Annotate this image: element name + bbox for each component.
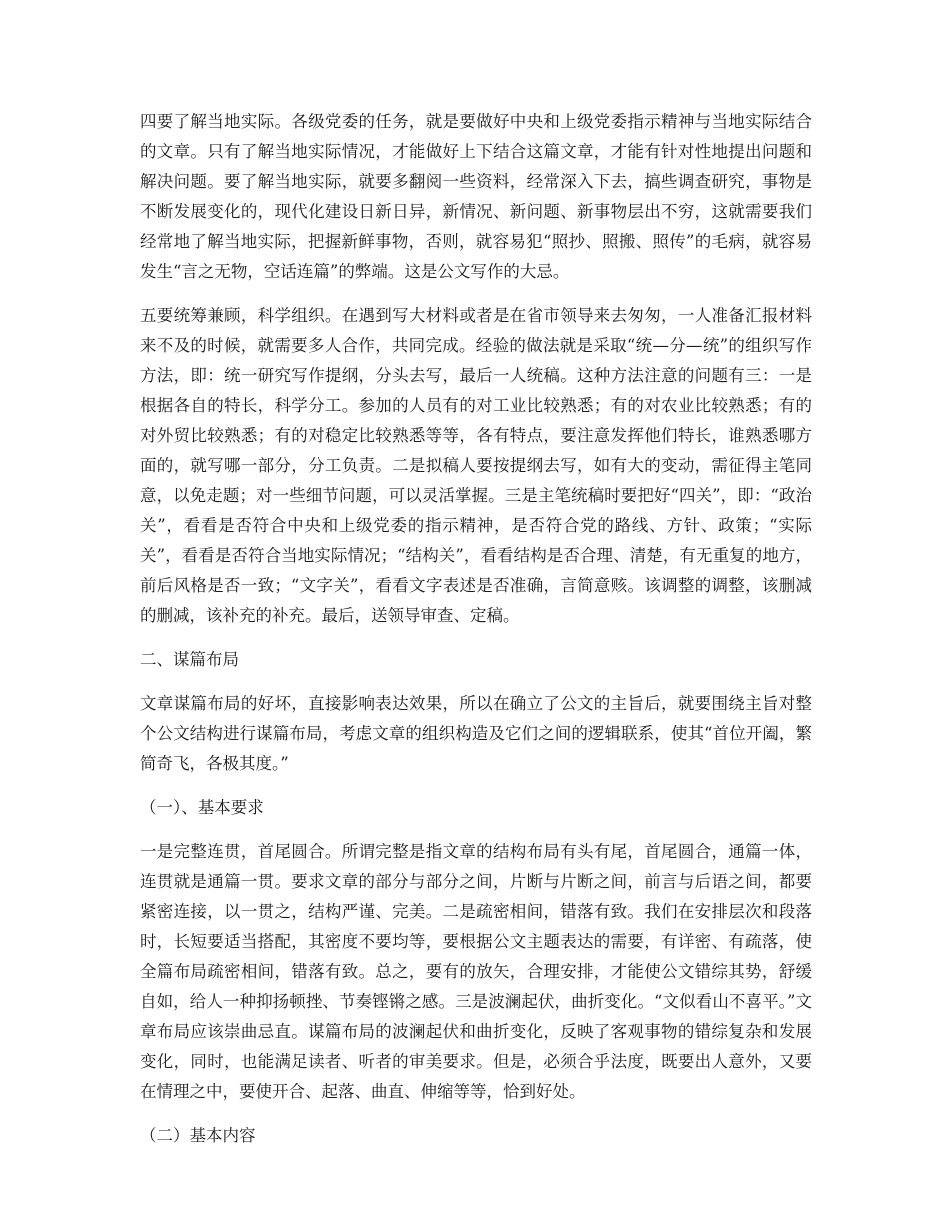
document-body: [140, 107, 812, 1165]
subheading-basic-content: （二）基本内容: [140, 1126, 256, 1145]
section-heading-layout: 二、谋篇布局: [140, 650, 239, 669]
paragraph-basic-requirements: 一是完整连贯，首尾圆合。所谓完整是指文章的结构布局有头有尾，首尾圆合，通篇一体，连贯就是通篇一贯。要求文章的部分与部分之间，片断与片断之间，前言与后语之间，都要紧密连接，以一贯之，结构严谨、完美。二是疏密相间，错落有致。我们在安排层次和段落时，长短要适当搭配，其密度不要均等，要根据公文主题表达的需要，有详密、有疏落，使全篇布局疏密相间，错落有致。总之，要有的放矢，合理安排，才能使公文错综其势，舒缓自如，给人一种抑扬顿挫、节奏铿锵之感。三是波澜起伏，曲折变化。“文似看山不喜平。”文章布局应该崇曲忌直。谋篇布局的波澜起伏和曲折变化，反映了客观事物的错综复杂和发展变化，同时，也能满足读者、听者的审美要求。但是，必须合乎法度，既要出人意外，又要在情理之中，要使开合、起落、曲直、伸缩等等，恰到好处。: [140, 842, 812, 1101]
paragraph-layout-intro: 文章谋篇布局的好坏，直接影响表达效果，所以在确立了公文的主旨后，就要围绕主旨对整个公文结构进行谋篇布局，考虑文章的组织构造及它们之间的逻辑联系，使其“首位开阖，繁简奇飞，各极其度。”: [140, 694, 812, 773]
subheading-basic-requirements: （一）、基本要求: [140, 798, 264, 817]
paragraph-coordination: 五要统筹兼顾，科学组织。在遇到写大材料或者是在省市领导来去匆匆，一人准备汇报材料来不及的时候，就需要多人合作，共同完成。经验的做法就是采取“统—分—统”的组织写作方法，即：统一研究写作提纲，分头去写，最后一人统稿。这种方法注意的问题有三：一是根据各自的特长，科学分工。参加的人员有的对工业比较熟悉；有的对农业比较熟悉；有的对外贸比较熟悉；有的对稳定比较熟悉等等，各有特点，要注意发挥他们特长，谁熟悉哪方面的，就写哪一部分，分工负责。二是拟稿人要按提纲去写，如有大的变动，需征得主笔同意，以免走题；对一些细节问题，可以灵活掌握。三是主笔统稿时要把好“四关”，即：“政治关”，看看是否符合中央和上级党委的指示精神，是否符合党的路线、方针、政策；“实际关”，看看是否符合当地实际情况；“结构关”，看看结构是否合理、清楚，有无重复的地方，前后风格是否一致；“文字关”，看看文字表述是否准确，言简意赅。该调整的调整，该删减的删减，该补充的补充。最后，送领导审查、定稿。: [140, 306, 812, 625]
paragraph-local-reality: 四要了解当地实际。各级党委的任务，就是要做好中央和上级党委指示精神与当地实际结合的文章。只有了解当地实际情况，才能做好上下结合这篇文章，才能有针对性地提出问题和解决问题。要了解当地实际，就要多翻阅一些资料，经常深入下去，搞些调查研究，事物是不断发展变化的，现代化建设日新日异，新情况、新问题、新事物层出不穷，这就需要我们经常地了解当地实际，把握新鲜事物，否则，就容易犯“照抄、照搬、照传”的毛病，就容易发生“言之无物，空话连篇”的弊端。这是公文写作的大忌。: [140, 112, 812, 281]
